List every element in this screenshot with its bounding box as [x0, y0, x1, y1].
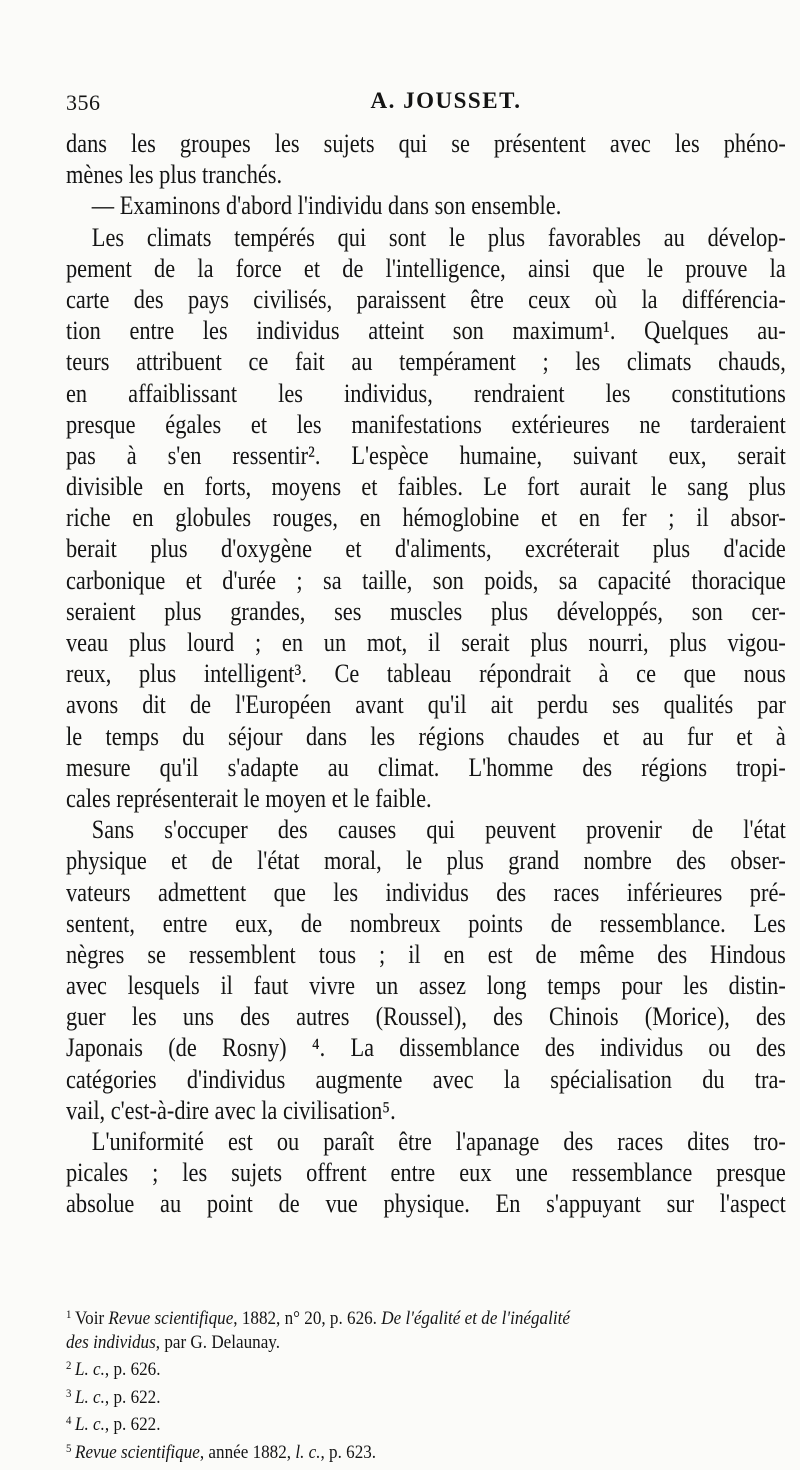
text-line: avons dit de l'Européen avant qu'il ait perdu ses qualités par [66, 690, 786, 720]
text-line: catégories d'individus augmente avec la spécialisation du tra- [66, 1064, 786, 1094]
text-line: reux, plus intelligent³. Ce tableau répondrait à ce que nous [66, 659, 786, 689]
footnote-text: , p. 623. [320, 1441, 377, 1463]
footnote-text: , p. 626. [104, 1359, 161, 1380]
text-line: en affaiblissant les individus, rendraient les constitutions [66, 378, 786, 408]
footnote-source: l. c. [295, 1441, 321, 1463]
footnote-marker: 1 [66, 1307, 72, 1321]
text-line: sentent, entre eux, de nombreux points de ressemblance. Les [66, 908, 786, 938]
footnote-text: , p. 622. [104, 1386, 161, 1408]
text-line: le temps du séjour dans les régions chaudes et au fur et à [66, 721, 786, 751]
text-line: berait plus d'oxygène et d'aliments, excréterait plus d'acide [66, 534, 786, 564]
text-line: presque égales et les manifestations extérieures ne tarderaient [66, 409, 786, 439]
text-line: absolue au point de vue physique. En s'appuyant sur l'aspect [66, 1189, 786, 1219]
text-line: riche en globules rouges, en hémoglobine et en fer ; il absor- [66, 503, 786, 533]
footnote-5 [66, 1437, 786, 1465]
footnotes [66, 1303, 786, 1464]
text-line: dans les groupes les sujets qui se présentent avec les phéno- [66, 129, 786, 158]
footnote-text: , p. 622. [104, 1414, 161, 1435]
footnote-source: Revue scientifique [108, 1308, 234, 1329]
footnote-source: Revue scientifique [75, 1441, 200, 1463]
footnote-2 [66, 1354, 786, 1382]
text-line: veau plus lourd ; en un mot, il serait plus nourri, plus vigou- [66, 628, 786, 657]
text-line: avec lesquels il faut vivre un assez long temps pour les distin- [66, 971, 786, 1001]
footnote-3 [66, 1382, 786, 1410]
footnote-marker: 2 [66, 1358, 72, 1372]
footnote-1-continued [66, 1331, 786, 1355]
text-line: Les climats tempérés qui sont le plus favorables au dévelop- [91, 222, 786, 252]
text-line: pement de la force et de l'intelligence, ainsi que le prouve la [66, 253, 786, 283]
footnote-text: , 1882, n° 20, p. 626. [233, 1308, 382, 1329]
footnote-source: L. c. [75, 1386, 105, 1408]
text-line: mènes les plus tranchés. [66, 160, 283, 190]
footnote-source: L. c. [75, 1359, 105, 1380]
footnote-source: L. c. [75, 1414, 105, 1435]
text-line: Sans s'occuper des causes qui peuvent provenir de l'état [91, 815, 786, 845]
footnote-text: Voir [75, 1308, 109, 1329]
text-line: nègres se ressemblent tous ; il en est de même des Hindous [66, 939, 786, 969]
text-line: Japonais (de Rosny) ⁴. La dissemblance des individus ou des [66, 1033, 786, 1063]
text-line: carbonique et d'urée ; sa taille, son poids, sa capacité thoracique [66, 565, 786, 595]
text-line: guer les uns des autres (Roussel), des Chinois (Morice), des [66, 1002, 786, 1032]
footnote-article-title: De l'égalité et de l'inégalité [381, 1308, 570, 1329]
footnote-1 [66, 1303, 786, 1331]
footnote-marker: 4 [66, 1413, 72, 1427]
footnote-4 [66, 1409, 786, 1437]
footnote-marker: 3 [66, 1385, 72, 1400]
text-line: mesure qu'il s'adapte au climat. L'homme des régions tropi- [66, 752, 786, 782]
text-line: divisible en forts, moyens et faibles. Le fort aurait le sang plus [66, 472, 786, 502]
running-head: A. JOUSSET. [370, 88, 522, 113]
text-line: seraient plus grandes, ses muscles plus développés, son cer- [66, 596, 786, 626]
text-line: picales ; les sujets offrent entre eux une ressemblance presque [66, 1158, 786, 1188]
text-line: tion entre les individus atteint son maximum¹. Quelques au- [66, 316, 786, 346]
text-line: vail, c'est-à-dire avec la civilisation⁵. [66, 1095, 396, 1125]
page-header [66, 88, 786, 118]
text-line: carte des pays civilisés, paraissent être ceux où la différencia- [66, 284, 786, 314]
text-line: — Examinons d'abord l'individu dans son ensemble. [91, 191, 562, 221]
text-line: teurs attribuent ce fait au tempérament ; les climats chauds, [66, 347, 786, 377]
text-line: physique et de l'état moral, le plus grand nombre des obser- [66, 846, 786, 876]
text-line: cales représenterait le moyen et le faible. [66, 783, 432, 813]
text-line: vateurs admettent que les individus des races inférieures pré- [66, 877, 786, 907]
footnote-marker: 5 [66, 1440, 72, 1455]
text-line: pas à s'en ressentir². L'espèce humaine, suivant eux, serait [66, 440, 786, 470]
footnote-text: , par G. Delaunay. [155, 1331, 281, 1353]
text-line: L'uniformité est ou paraît être l'apanage des races dites tro- [91, 1127, 786, 1156]
footnote-text: , année 1882, [199, 1441, 296, 1463]
body-text [66, 128, 786, 1220]
footnote-article-title: des individus [66, 1331, 156, 1353]
page-number: 356 [66, 90, 101, 115]
